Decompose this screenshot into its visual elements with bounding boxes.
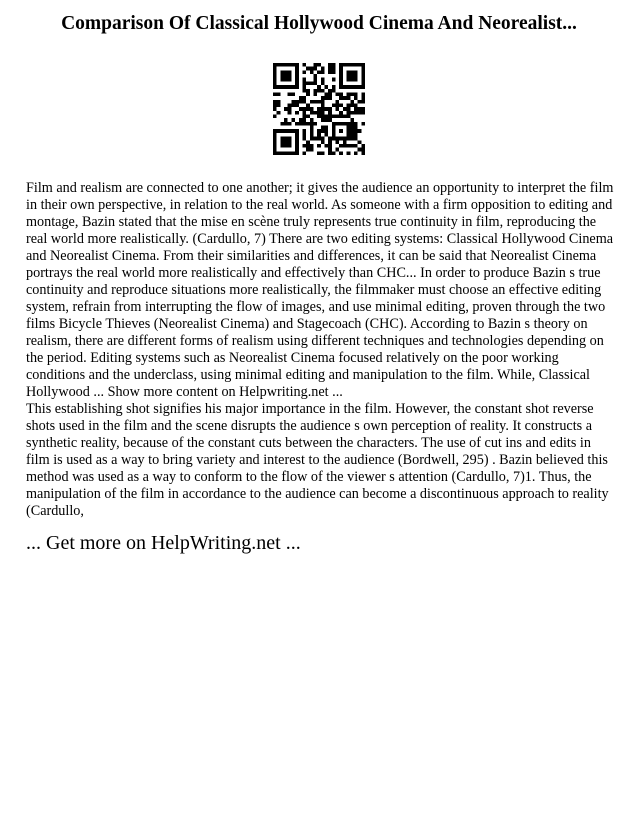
qr-code-icon	[273, 63, 365, 155]
get-more-link[interactable]: ... Get more on HelpWriting.net ...	[26, 532, 301, 554]
qr-code[interactable]	[273, 63, 365, 155]
article-body	[26, 180, 618, 520]
page-title: Comparison Of Classical Hollywood Cinema And Neorealist...	[61, 13, 577, 34]
paragraph: This establishing shot signifies his major importance in the film. However, the constant shot reverse shots used in the film and the scene disrupts the audience s own perception of reality. It constructs a synthetic reality, because of the constant cuts between the characters. The use of cut ins and edits in film is used as a way to bring variety and interest to the audience (Bordwell, 295) . Bazin believed this method was used as a way to conform to the flow of the viewer s attention (Cardullo, 7)1. Thus, the manipulation of the film in accordance to the audience can become a discontinuous approach to reality (Cardullo,	[26, 401, 609, 519]
paragraph: Film and realism are connected to one another; it gives the audience an opportunity to interpret the film in their own perspective, in relation to the real world. As someone with a firm opposition to editing and montage, Bazin stated that the mise en scène truly represents true continuity in film, reproducing the real world more realistically. (Cardullo, 7) There are two editing systems: Classical Hollywood Cinema and Neorealist Cinema. From their similarities and differences, it can be said that Neorealist Cinema portrays the real world more realistically and effectively than CHC... In order to produce Bazin s true continuity and reproduce situations more realistically, the filmmaker must choose an effective editing system, refrain from interrupting the flow of images, and use minimal editing, proven through the two films Bicycle Thieves (Neorealist Cinema) and Stagecoach (CHC). According to Bazin s theory on realism, there are different forms of realism using different techniques and technologies depending on the period. Editing systems such as Neorealist Cinema focused relatively on the poor working conditions and the underclass, using minimal editing and manipulation to the film. While, Classical Hollywood ... Show more content on Helpwriting.net ...	[26, 180, 614, 400]
